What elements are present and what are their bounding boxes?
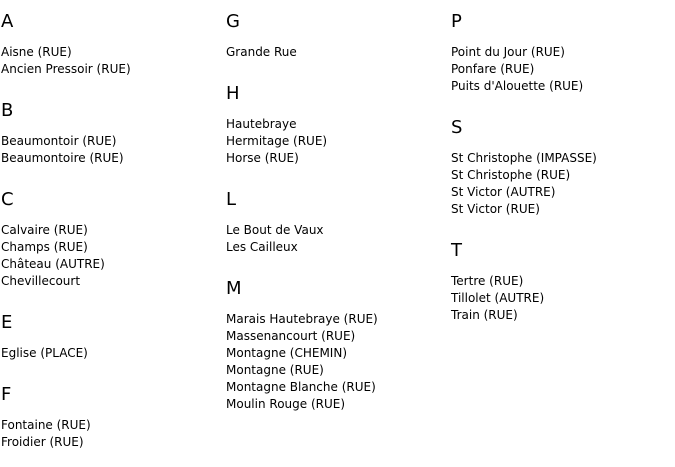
letter-heading: H <box>226 83 240 104</box>
street-link[interactable]: Horse (RUE) <box>226 151 299 165</box>
street-link[interactable]: Fontaine (RUE) <box>1 418 91 432</box>
letter-heading: P <box>451 11 462 32</box>
street-link[interactable]: St Christophe (RUE) <box>451 168 571 182</box>
street-list <box>226 44 446 61</box>
street-link[interactable]: Calvaire (RUE) <box>1 223 88 237</box>
letter-heading: L <box>226 189 237 210</box>
letter-heading: F <box>1 384 12 405</box>
street-list <box>451 273 671 324</box>
street-link[interactable]: St Victor (RUE) <box>451 202 540 216</box>
letter-group <box>226 279 446 413</box>
letter-heading: A <box>1 11 14 32</box>
street-link[interactable]: Hermitage (RUE) <box>226 134 328 148</box>
letter-group <box>1 190 221 290</box>
street-link[interactable]: Moulin Rouge (RUE) <box>226 397 346 411</box>
street-link[interactable]: Massenancourt (RUE) <box>226 329 356 343</box>
street-link[interactable]: Froidier (RUE) <box>1 435 84 449</box>
letter-group <box>451 241 671 324</box>
street-link[interactable]: St Christophe (IMPASSE) <box>451 151 597 165</box>
letter-group <box>1 385 221 451</box>
street-link[interactable]: Montagne (RUE) <box>226 363 324 377</box>
street-list <box>226 116 446 167</box>
letter-group <box>1 101 221 167</box>
street-list <box>226 311 446 413</box>
index-column <box>1 0 221 451</box>
street-link[interactable]: Champs (RUE) <box>1 240 88 254</box>
street-link[interactable]: Point du Jour (RUE) <box>451 45 565 59</box>
letter-group <box>1 12 221 78</box>
street-link[interactable]: St Victor (AUTRE) <box>451 185 556 199</box>
street-link[interactable]: Puits d'Alouette (RUE) <box>451 79 584 93</box>
street-list <box>451 150 671 218</box>
letter-heading: M <box>226 278 242 299</box>
street-list <box>226 222 446 256</box>
street-list <box>451 44 671 95</box>
street-link[interactable]: Montagne Blanche (RUE) <box>226 380 376 394</box>
street-link[interactable]: Le Bout de Vaux <box>226 223 324 237</box>
letter-heading: S <box>451 117 463 138</box>
letter-heading: E <box>1 312 13 333</box>
letter-group <box>1 313 221 362</box>
street-link[interactable]: Tertre (RUE) <box>451 274 524 288</box>
street-link[interactable]: Hautebraye <box>226 117 297 131</box>
street-link[interactable]: Tillolet (AUTRE) <box>451 291 545 305</box>
street-link[interactable]: Train (RUE) <box>451 308 518 322</box>
letter-group <box>451 12 671 95</box>
letter-heading: C <box>1 189 14 210</box>
street-list <box>1 133 221 167</box>
street-link[interactable]: Chevillecourt <box>1 274 81 288</box>
letter-group <box>226 12 446 61</box>
index-column <box>226 0 446 413</box>
street-list <box>1 44 221 78</box>
letter-heading: G <box>226 11 240 32</box>
letter-group <box>451 118 671 218</box>
street-link[interactable]: Beaumontoir (RUE) <box>1 134 117 148</box>
letter-group <box>226 84 446 167</box>
street-list <box>1 345 221 362</box>
street-link[interactable]: Ponfare (RUE) <box>451 62 535 76</box>
street-link[interactable]: Château (AUTRE) <box>1 257 105 271</box>
street-list <box>1 417 221 451</box>
street-link[interactable]: Montagne (CHEMIN) <box>226 346 347 360</box>
street-link[interactable]: Eglise (PLACE) <box>1 346 88 360</box>
street-link[interactable]: Ancien Pressoir (RUE) <box>1 62 131 76</box>
street-link[interactable]: Aisne (RUE) <box>1 45 72 59</box>
street-link[interactable]: Grande Rue <box>226 45 297 59</box>
index-column <box>451 0 671 324</box>
street-list <box>1 222 221 290</box>
letter-heading: T <box>451 240 462 261</box>
street-link[interactable]: Les Cailleux <box>226 240 298 254</box>
letter-heading: B <box>1 100 14 121</box>
letter-group <box>226 190 446 256</box>
street-link[interactable]: Beaumontoire (RUE) <box>1 151 124 165</box>
street-link[interactable]: Marais Hautebraye (RUE) <box>226 312 378 326</box>
